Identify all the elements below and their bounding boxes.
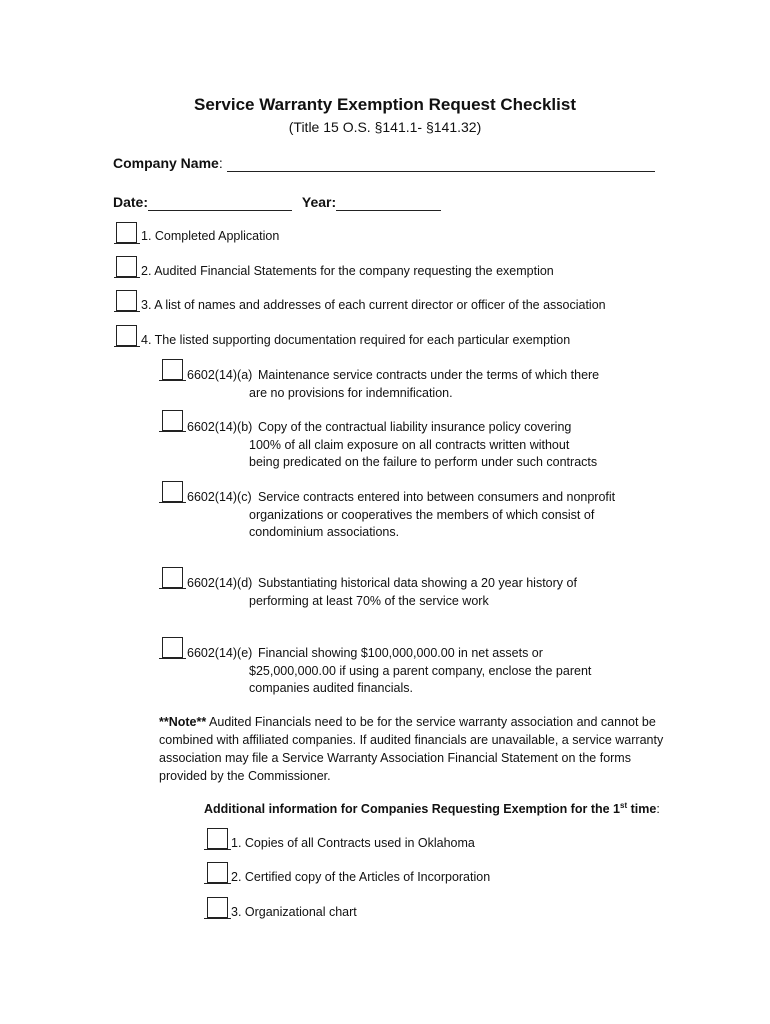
additional-item-2: 2. Certified copy of the Articles of Incorporation — [231, 870, 491, 884]
checkbox-6602-14-c[interactable] — [162, 481, 183, 502]
subitem-d-line-2: performing at least 70% of the service work — [249, 593, 489, 608]
checkbox-underline — [114, 311, 140, 312]
checkbox-6602-14-d[interactable] — [162, 567, 183, 588]
note-label: **Note** — [159, 715, 207, 729]
checkbox-underline — [159, 502, 186, 503]
date-row — [113, 194, 441, 211]
page-subtitle: (Title 15 O.S. §141.1- §141.32) — [288, 119, 482, 135]
subitem-c-line-1: Service contracts entered into between consumers and nonprofit — [258, 490, 616, 504]
checkbox-additional-2[interactable] — [207, 862, 228, 883]
company-name-label: Company Name — [113, 155, 219, 171]
subitem-a-line-2: are no provisions for indemnification. — [249, 385, 453, 400]
additional-item-3: 3. Organizational chart — [231, 905, 357, 919]
checkbox-underline — [159, 658, 186, 659]
subitem-c-code: 6602(14)(c) — [187, 490, 252, 504]
item-2: 2. Audited Financial Statements for the company requesting the exemption — [141, 264, 554, 278]
checkbox-underline — [159, 380, 186, 381]
subitem-e-line-2: $25,000,000.00 if using a parent company, enclose the parent — [249, 663, 592, 678]
subitem-d-line-1: Substantiating historical data showing a 20 year history of — [258, 576, 577, 590]
note-text: Audited Financials need to be for the service warranty association and cannot be combined with affiliated companies. If audited financials are unavailable, a service warranty association may file a Service Warranty Association Financial Statement on the forms provided by the Commissioner. — [159, 715, 664, 783]
checkbox-item-3[interactable] — [116, 290, 137, 311]
subitem-b-line-2: 100% of all claim exposure on all contracts written without — [249, 437, 570, 452]
page-title: Service Warranty Exemption Request Checklist — [193, 95, 576, 114]
date-label: Date: — [113, 194, 149, 210]
year-label: Year: — [301, 194, 337, 210]
checkbox-additional-1[interactable] — [207, 828, 228, 849]
checkbox-item-2[interactable] — [116, 256, 137, 277]
subitem-b-line-1: Copy of the contractual liability insurance policy covering — [258, 420, 572, 434]
subitem-a-code: 6602(14)(a) — [187, 368, 253, 382]
checkbox-6602-14-a[interactable] — [162, 359, 183, 380]
additional-info-heading — [204, 801, 660, 816]
checkbox-item-1[interactable] — [116, 222, 137, 243]
checkbox-underline — [114, 277, 140, 278]
subitem-d-code: 6602(14)(d) — [187, 576, 253, 590]
subitem-c-line-2: organizations or cooperatives the members of which consist of — [249, 507, 595, 522]
company-name-field[interactable] — [227, 155, 655, 172]
item-3: 3. A list of names and addresses of each current director or officer of the association — [141, 298, 606, 312]
additional-heading-colon: : — [656, 802, 660, 817]
additional-heading-sup: st — [620, 801, 628, 810]
subitem-b-line-3: being predicated on the failure to perform under such contracts — [249, 455, 598, 469]
subitem-e-line-3: companies audited financials. — [249, 681, 413, 695]
item-1: 1. Completed Application — [141, 229, 280, 243]
subitem-b-code: 6602(14)(b) — [187, 420, 253, 434]
checkbox-additional-3[interactable] — [207, 897, 228, 918]
subitem-a-line-1: Maintenance service contracts under the terms of which there — [258, 368, 600, 382]
checkbox-item-4[interactable] — [116, 325, 137, 346]
checkbox-underline — [114, 346, 140, 347]
note-paragraph — [159, 713, 664, 785]
checkbox-underline — [114, 243, 140, 244]
year-field[interactable] — [336, 194, 441, 211]
subitem-c-line-3: condominium associations. — [249, 525, 400, 539]
company-name-colon: : — [218, 155, 223, 171]
checkbox-underline — [159, 431, 186, 432]
additional-item-1: 1. Copies of all Contracts used in Oklahoma — [231, 836, 475, 850]
date-field[interactable] — [148, 194, 292, 211]
item-4: 4. The listed supporting documentation required for each particular exemption — [141, 333, 571, 347]
subitem-e-code: 6602(14)(e) — [187, 646, 253, 660]
additional-heading-text: Additional information for Companies Requesting Exemption for the 1 — [204, 802, 620, 817]
checkbox-underline — [204, 849, 231, 850]
checkbox-underline — [204, 883, 231, 884]
checkbox-underline — [204, 918, 231, 919]
company-name-row — [113, 155, 655, 172]
additional-heading-tail: time — [627, 802, 657, 817]
checkbox-6602-14-e[interactable] — [162, 637, 183, 658]
subitem-e-line-1: Financial showing $100,000,000.00 in net assets or — [258, 646, 543, 660]
checkbox-underline — [159, 588, 186, 589]
checkbox-6602-14-b[interactable] — [162, 410, 183, 431]
